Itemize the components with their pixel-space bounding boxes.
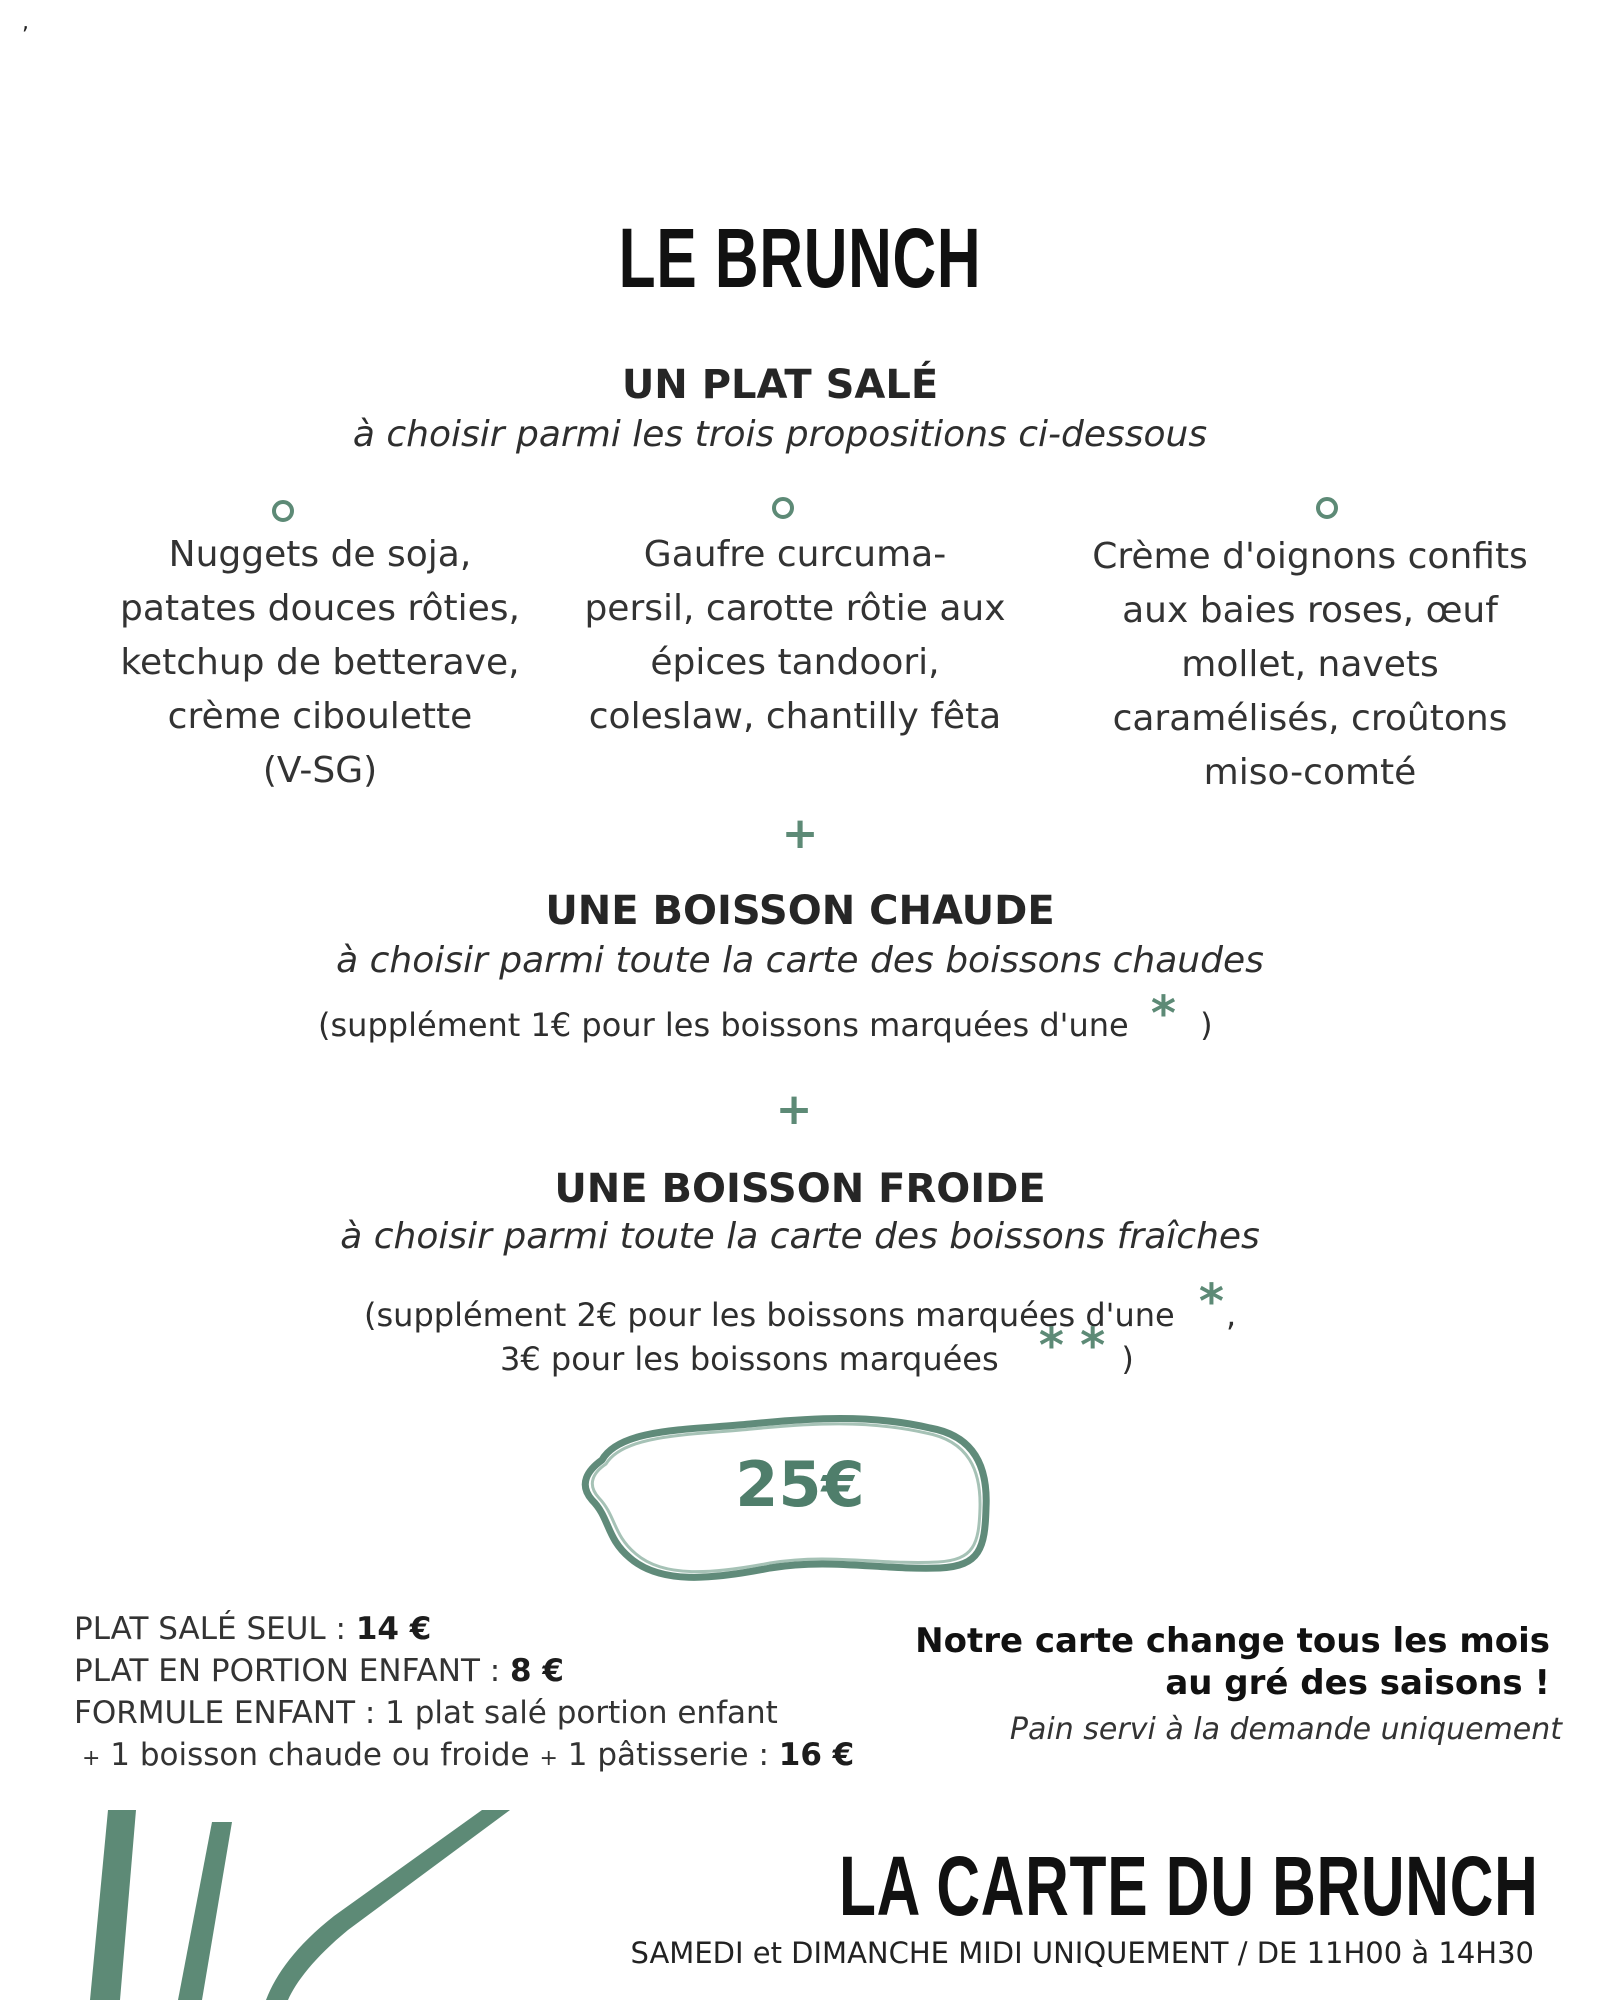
asterisk-icon: * (1038, 1318, 1064, 1374)
note-text: 3€ pour les boissons marquées (500, 1340, 999, 1378)
bullet-icon (1316, 497, 1338, 519)
dish-line: ketchup de betterave, (120, 642, 520, 683)
dish-line: persil, carotte rôtie aux (584, 588, 1006, 629)
note-end: , (1225, 1296, 1237, 1334)
brush-strokes-decoration (90, 1810, 530, 2000)
dish-2 (570, 528, 1020, 744)
extra-detail: 1 pâtisserie : (557, 1737, 779, 1773)
dish-line: mollet, navets (1181, 644, 1439, 685)
extra-price: 14 € (355, 1611, 432, 1647)
dish-3 (1060, 530, 1560, 800)
footer-subtitle: SAMEDI et DIMANCHE MIDI UNIQUEMENT / DE 11H00 à 14H30 (630, 1936, 1534, 1970)
extra-formule-enfant (74, 1692, 854, 1734)
extras-list (74, 1608, 854, 1780)
extra-plat-seul (74, 1608, 854, 1650)
dish-line: épices tandoori, (650, 642, 940, 683)
dish-line: Nuggets de soja, (168, 534, 472, 575)
boisson-froide-heading: UNE BOISSON FROIDE (554, 1166, 1046, 1212)
note-text: (supplément 1€ pour les boissons marquées d'une (318, 1006, 1129, 1044)
note-end: ) (1200, 1006, 1213, 1044)
extra-label: FORMULE ENFANT : (74, 1695, 386, 1731)
extra-price: 8 € (510, 1653, 564, 1689)
info-line: Notre carte change tous les mois (915, 1621, 1550, 1661)
boisson-froide-note-2 (500, 1318, 1134, 1378)
page-title: LE BRUNCH (618, 211, 982, 305)
dish-1 (100, 528, 540, 798)
info-note: Pain servi à la demande uniquement (1009, 1712, 1562, 1747)
info-block (862, 1620, 1562, 1747)
dish-line: patates douces rôties, (120, 588, 520, 629)
price-label: 25€ (735, 1448, 865, 1521)
note-text: (supplément 2€ pour les boissons marquées d'une (364, 1296, 1175, 1334)
bullet-icon (272, 500, 294, 522)
stray-mark: , (22, 10, 29, 35)
plat-subtitle: à choisir parmi les trois propositions ci-dessous (352, 414, 1208, 455)
plus-icon: + (82, 1746, 101, 1771)
dish-line: Gaufre curcuma- (643, 534, 947, 575)
asterisk-icon: * (1080, 1318, 1106, 1374)
asterisk-icon: * (1198, 1274, 1224, 1330)
boisson-froide-subtitle: à choisir parmi toute la carte des boissons fraîches (340, 1216, 1260, 1257)
extra-detail: 1 boisson chaude ou froide (100, 1737, 540, 1773)
dish-line: crème ciboulette (167, 696, 473, 737)
extra-portion-enfant (74, 1650, 854, 1692)
dish-line: aux baies roses, œuf (1122, 590, 1498, 631)
dish-line: Crème d'oignons confits (1092, 536, 1528, 577)
extra-price: 16 € (778, 1737, 855, 1773)
note-end: ) (1121, 1340, 1134, 1378)
plus-icon: + (781, 808, 819, 859)
boisson-froide-note-1 (364, 1274, 1237, 1334)
dish-line: caramélisés, croûtons (1112, 698, 1508, 739)
plat-heading: UN PLAT SALÉ (621, 362, 939, 408)
dish-line: (V-SG) (262, 750, 378, 791)
plus-icon: + (539, 1746, 558, 1771)
boisson-chaude-note (318, 986, 1213, 1044)
boisson-chaude-subtitle: à choisir parmi toute la carte des boissons chaudes (336, 940, 1264, 981)
dish-line: coleslaw, chantilly fêta (588, 696, 1002, 737)
footer-title: LA CARTE DU BRUNCH (838, 1839, 1538, 1933)
dish-line: miso-comté (1203, 752, 1417, 793)
asterisk-icon: * (1150, 986, 1176, 1042)
info-line: au gré des saisons ! (1165, 1663, 1550, 1703)
extra-label: PLAT SALÉ SEUL : (74, 1611, 356, 1647)
extra-formule-line2 (74, 1734, 854, 1780)
extra-detail: 1 plat salé portion enfant (385, 1695, 778, 1731)
extra-label: PLAT EN PORTION ENFANT : (74, 1653, 511, 1689)
bullet-icon (772, 497, 794, 519)
boisson-chaude-heading: UNE BOISSON CHAUDE (545, 888, 1055, 934)
plus-icon: + (775, 1084, 813, 1135)
